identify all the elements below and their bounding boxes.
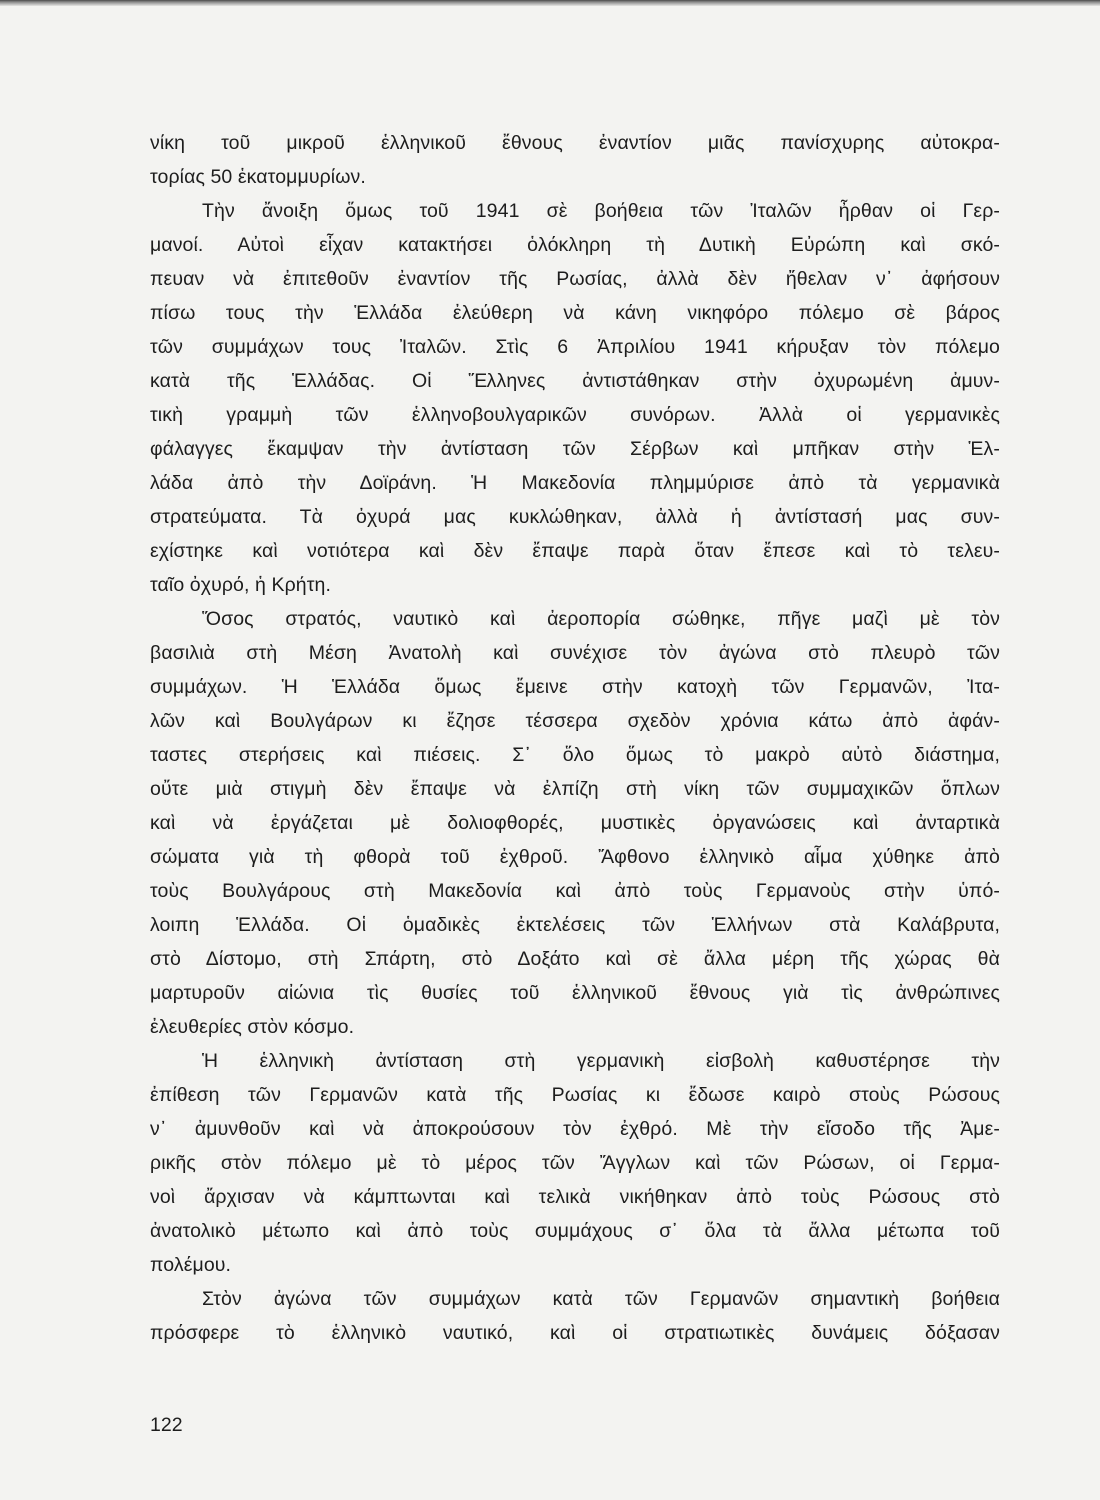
text-line: ταστες στερήσεις καὶ πιέσεις. Σ᾽ ὅλο ὅμως τὸ μακρὸ αὐτὸ διάστημα, [150, 744, 1000, 766]
text-line: ἐπίθεση τῶν Γερμανῶν κατὰ τῆς Ρωσίας κι ἔδωσε καιρὸ στοὺς Ρώσους [150, 1084, 1000, 1106]
text-line: οὔτε μιὰ στιγμὴ δὲν ἔπαψε νὰ ἐλπίζη στὴ νίκη τῶν συμμαχικῶν ὅπλων [150, 778, 1000, 800]
text-line: πίσω τους τὴν Ἑλλάδα ἐλεύθερη νὰ κάνη νικηφόρο πόλεμο σὲ βάρος [150, 302, 1000, 324]
text-line: λῶν καὶ Βουλγάρων κι ἔζησε τέσσερα σχεδὸν χρόνια κάτω ἀπὸ ἀφάν- [150, 710, 1000, 732]
paragraph-first-line: Στὸν ἀγώνα τῶν συμμάχων κατὰ τῶν Γερμανῶν σημαντικὴ βοήθεια [202, 1288, 1000, 1310]
text-line: νίκη τοῦ μικροῦ ἑλληνικοῦ ἔθνους ἐναντίον μιᾶς πανίσχυρης αὐτοκρα- [150, 132, 1000, 154]
page-number: 122 [150, 1414, 183, 1436]
text-line: βασιλιὰ στὴ Μέση Ἀνατολὴ καὶ συνέχισε τὸν ἀγώνα στὸ πλευρὸ τῶν [150, 642, 1000, 664]
text-line: ἐλευθερίες στὸν κόσμο. [150, 1016, 355, 1038]
text-line: τοὺς Βουλγάρους στὴ Μακεδονία καὶ ἀπὸ τοὺς Γερμανοὺς στὴν ὑπό- [150, 880, 1000, 902]
text-line: στὸ Δίστομο, στὴ Σπάρτη, στὸ Δοξάτο καὶ σὲ ἄλλα μέρη τῆς χώρας θὰ [150, 948, 1000, 970]
text-line: πευαν νὰ ἐπιτεθοῦν ἐναντίον τῆς Ρωσίας, ἀλλὰ δὲν ἤθελαν ν᾽ ἀφήσουν [150, 268, 1000, 290]
text-line: λοιπη Ἑλλάδα. Οἱ ὁμαδικὲς ἐκτελέσεις τῶν Ἑλλήνων στὰ Καλάβρυτα, [150, 914, 1000, 936]
text-line: ταῖο ὀχυρό, ἡ Κρήτη. [150, 574, 331, 596]
text-line: μανοί. Αὐτοὶ εἶχαν κατακτήσει ὁλόκληρη τὴ Δυτικὴ Εὐρώπη καὶ σκό- [150, 234, 1000, 256]
text-line: στρατεύματα. Τὰ ὀχυρά μας κυκλώθηκαν, ἀλλὰ ἡ ἀντίστασή μας συν- [150, 506, 1000, 528]
text-line: πολέμου. [150, 1254, 232, 1276]
text-line: λάδα ἀπὸ τὴν Δοϊράνη. Ἡ Μακεδονία πλημμύρισε ἀπὸ τὰ γερμανικὰ [150, 472, 1000, 494]
text-line: ρικῆς στὸν πόλεμο μὲ τὸ μέρος τῶν Ἄγγλων καὶ τῶν Ρώσων, οἱ Γερμα- [150, 1152, 1000, 1174]
text-line: τῶν συμμάχων τους Ἰταλῶν. Στὶς 6 Ἀπριλίου 1941 κήρυξαν τὸν πόλεμο [150, 336, 1000, 358]
text-line: νοὶ ἄρχισαν νὰ κάμπτωνται καὶ τελικὰ νικήθηκαν ἀπὸ τοὺς Ρώσους στὸ [150, 1186, 1000, 1208]
text-line: κατὰ τῆς Ἑλλάδας. Οἱ Ἕλληνες ἀντιστάθηκαν στὴν ὀχυρωμένη ἀμυν- [150, 370, 1000, 392]
text-line: σώματα γιὰ τὴ φθορὰ τοῦ ἐχθροῦ. Ἄφθονο ἑλληνικὸ αἷμα χύθηκε ἀπὸ [150, 846, 1000, 868]
paragraph-first-line: Τὴν ἄνοιξη ὅμως τοῦ 1941 σὲ βοήθεια τῶν Ἰταλῶν ἦρθαν οἱ Γερ- [202, 200, 1000, 222]
text-line: καὶ νὰ ἐργάζεται μὲ δολιοφθορές, μυστικὲς ὀργανώσεις καὶ ἀνταρτικὰ [150, 812, 1000, 834]
text-line: μαρτυροῦν αἰώνια τὶς θυσίες τοῦ ἑλληνικοῦ ἔθνους γιὰ τὶς ἀνθρώπινες [150, 982, 1000, 1004]
text-line: τορίας 50 ἑκατομμυρίων. [150, 166, 366, 188]
text-line: τικὴ γραμμὴ τῶν ἑλληνοβουλγαρικῶν συνόρων. Ἀλλὰ οἱ γερμανικὲς [150, 404, 1000, 426]
text-line: εχίστηκε καὶ νοτιότερα καὶ δὲν ἔπαψε παρὰ ὅταν ἔπεσε καὶ τὸ τελευ- [150, 540, 1000, 562]
text-line: συμμάχων. Ἡ Ἑλλάδα ὅμως ἔμεινε στὴν κατοχὴ τῶν Γερμανῶν, Ἰτα- [150, 676, 1000, 698]
text-line: ν᾽ ἀμυνθοῦν καὶ νὰ ἀποκρούσουν τὸν ἐχθρό. Μὲ τὴν εἴσοδο τῆς Ἀμε- [150, 1118, 1000, 1140]
paragraph-first-line: Ἡ ἑλληνικὴ ἀντίσταση στὴ γερμανικὴ εἰσβολὴ καθυστέρησε τὴν [202, 1050, 1000, 1072]
text-line: πρόσφερε τὸ ἑλληνικὸ ναυτικό, καὶ οἱ στρατιωτικὲς δυνάμεις δόξασαν [150, 1322, 1000, 1344]
paragraph-first-line: Ὅσος στρατός, ναυτικὸ καὶ ἀεροπορία σώθηκε, πῆγε μαζὶ μὲ τὸν [202, 608, 1000, 630]
text-line: φάλαγγες ἔκαμψαν τὴν ἀντίσταση τῶν Σέρβων καὶ μπῆκαν στὴν Ἑλ- [150, 438, 1000, 460]
text-line: ἀνατολικὸ μέτωπο καὶ ἀπὸ τοὺς συμμάχους σ᾽ ὅλα τὰ ἄλλα μέτωπα τοῦ [150, 1220, 1000, 1242]
